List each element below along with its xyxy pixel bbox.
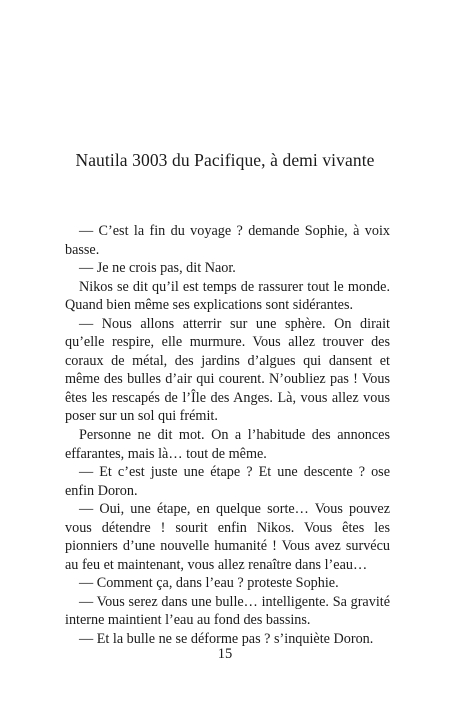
paragraph: — Vous serez dans une bulle… intelligente. Sa gravité interne maintient l’eau au fond des bassins. xyxy=(65,593,390,629)
paragraph: — Nous allons atterrir sur une sphère. On dirait qu’elle respire, elle murmure. Vous allez trouver des coraux de métal, des jardins d’algues qui dansent et même des bulles d’air qui courent. N’oubliez pas ! Vous êtes les rescapés de l’Île des Anges. Là, vous allez vous poser sur un sol qui frémit. xyxy=(65,315,390,425)
paragraph: Personne ne dit mot. On a l’habitude des annonces effarantes, mais là… tout de même. xyxy=(65,427,390,462)
chapter-title: Nautila 3003 du Pacifique, à demi vivante xyxy=(75,150,375,170)
paragraph: — C’est la fin du voyage ? demande Sophie, à voix basse. xyxy=(65,223,390,258)
paragraph: — Et c’est juste une étape ? Et une descente ? ose enfin Doron. xyxy=(65,464,390,499)
body-text xyxy=(65,222,390,649)
paragraph: Nikos se dit qu’il est temps de rassurer tout le monde. Quand bien même ses explications sont sidérantes. xyxy=(65,278,390,314)
paragraph: — Oui, une étape, en quelque sorte… Vous pouvez vous détendre ! sourit enfin Nikos. Vous êtes les pionniers d’une nouvelle humanité ! Vous avez survécu au feu et maintenant, vous allez renaître dans l’eau… xyxy=(65,501,390,573)
paragraph: — Je ne crois pas, dit Naor. xyxy=(79,260,236,277)
paragraph: — Et la bulle ne se déforme pas ? s’inquiète Doron. xyxy=(79,631,374,648)
paragraph: — Comment ça, dans l’eau ? proteste Sophie. xyxy=(79,575,339,592)
page-number: 15 xyxy=(217,646,233,662)
